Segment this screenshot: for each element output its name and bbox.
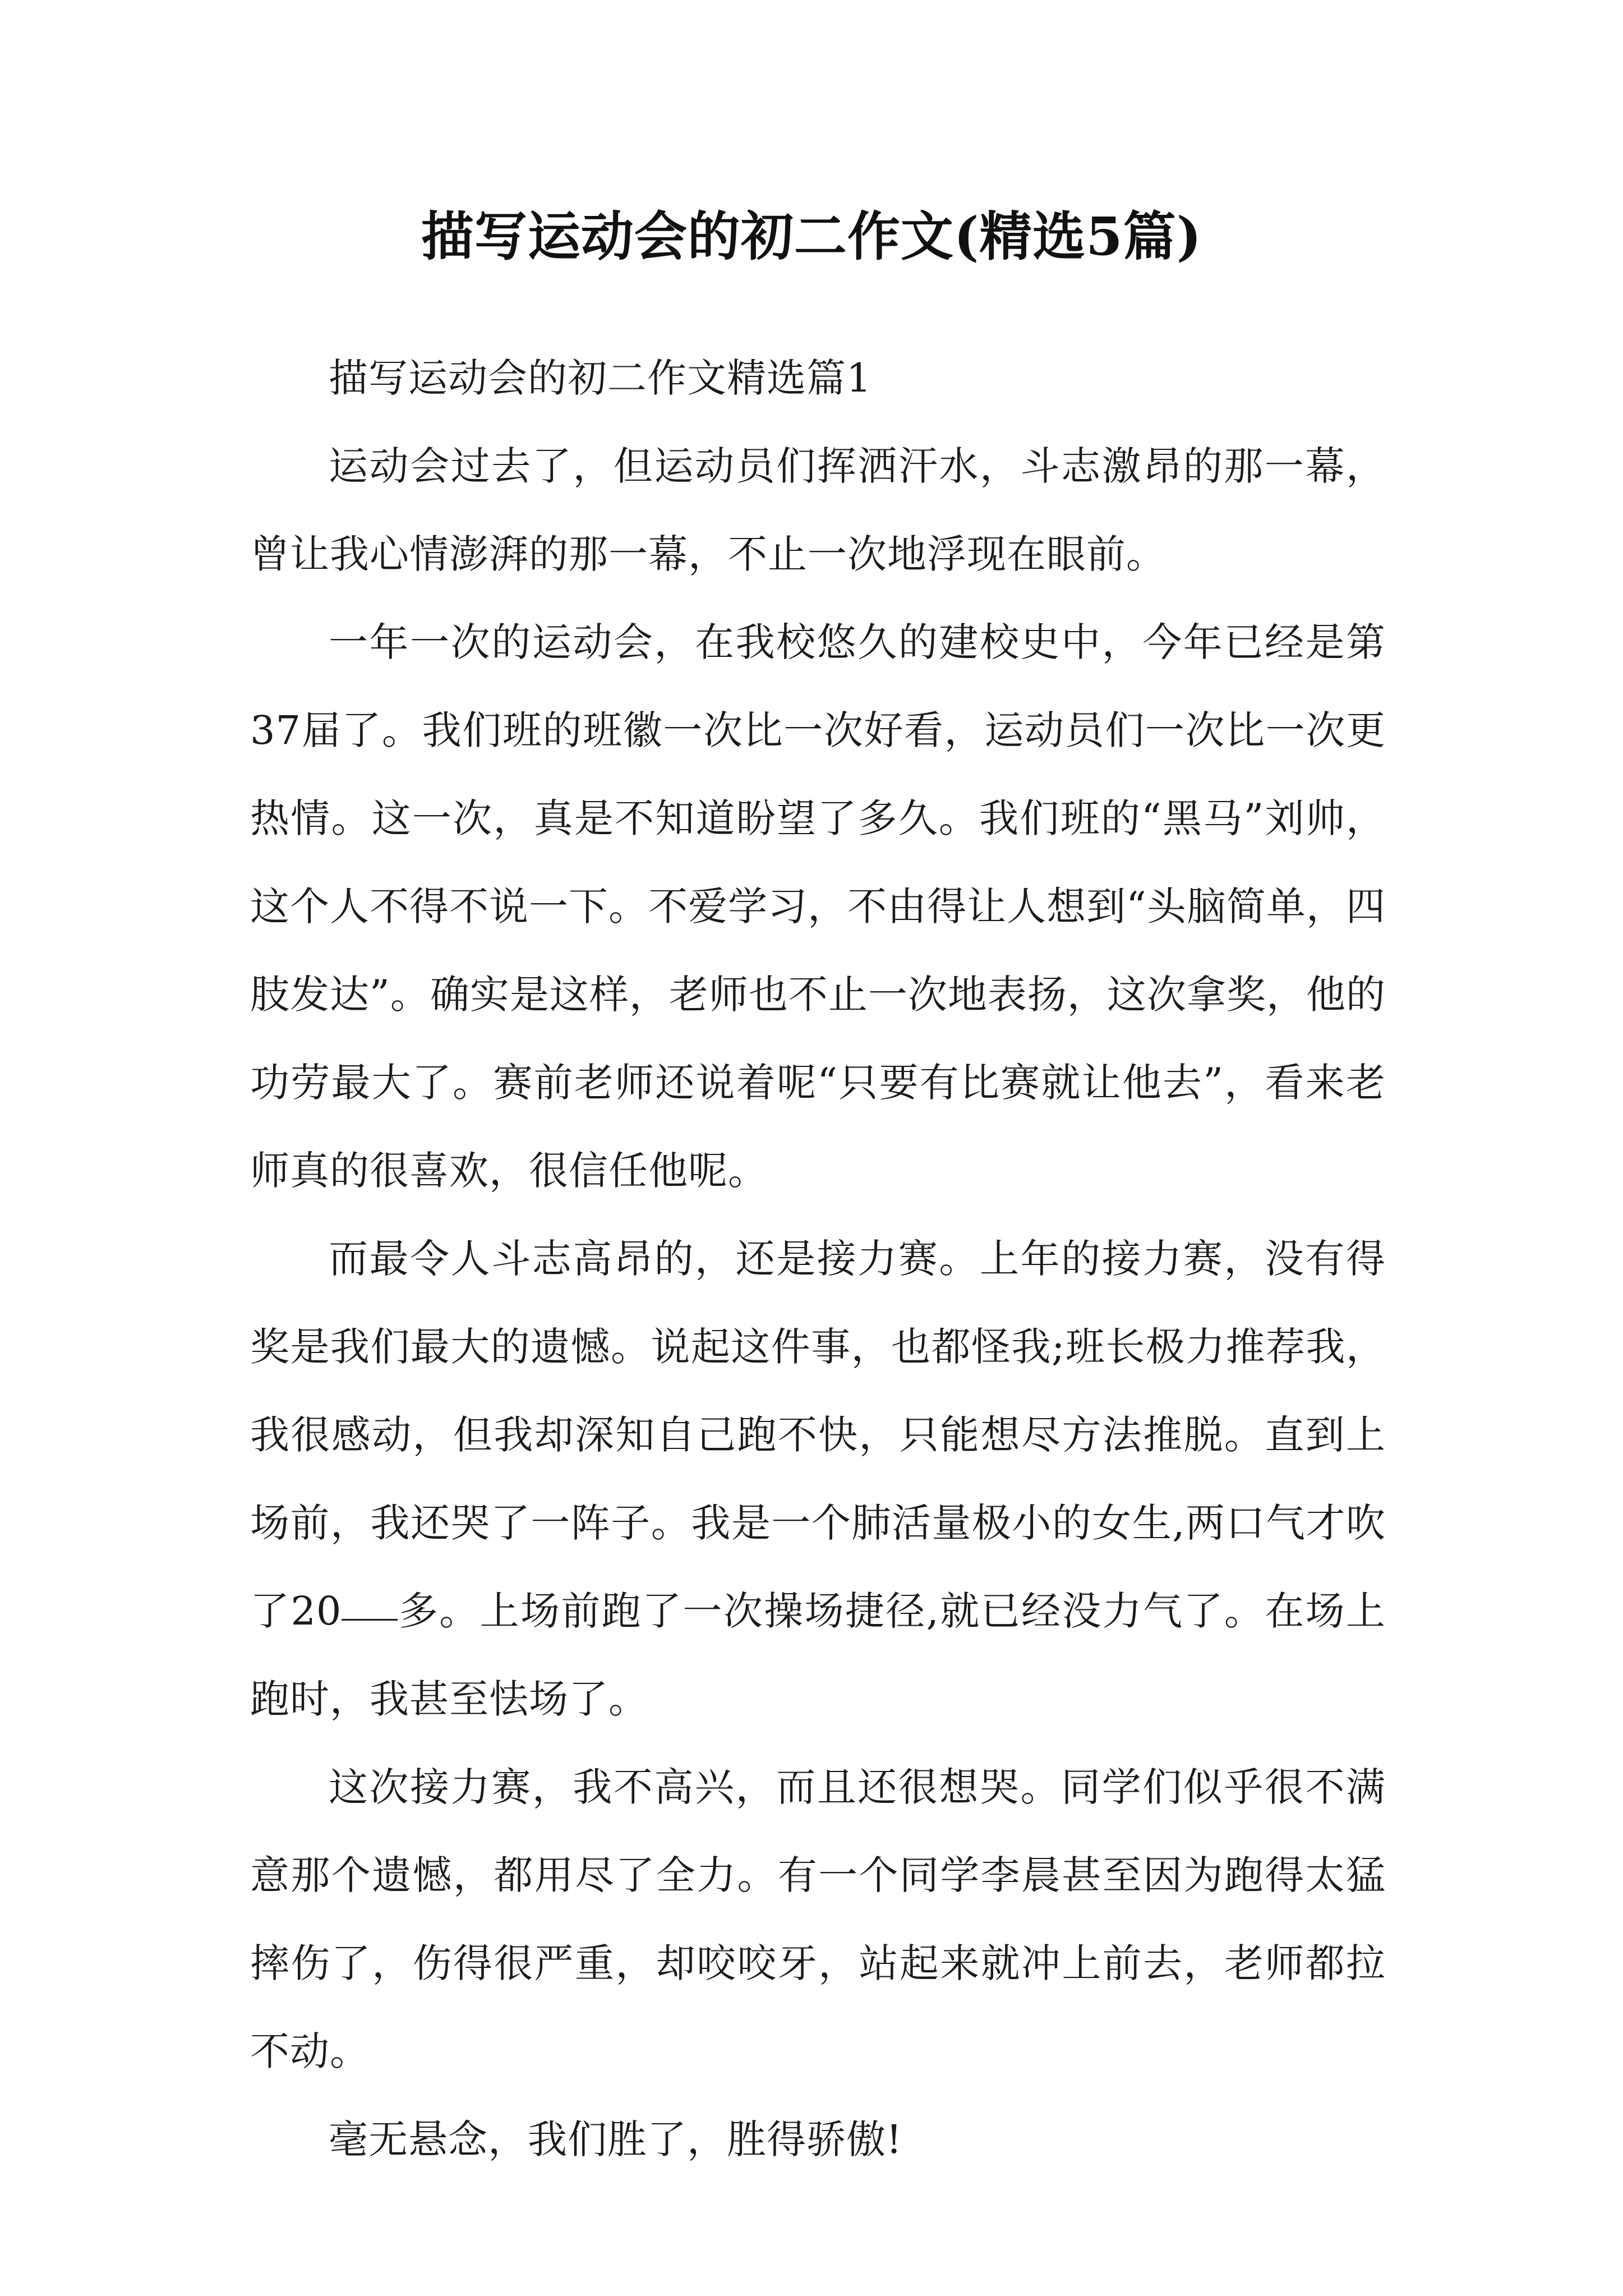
fill-in-blank: [342, 1618, 398, 1621]
paragraph-2: 一年一次的运动会，在我校悠久的建校史中，今年已经是第37届了。我们班的班徽一次比一次好看，运动员们一次比一次更热情。这一次，真是不知道盼望了多久。我们班的“黑马”刘帅，这个人不得不说一下。不爱学习，不由得让人想到“头脑简单，四肢发达”。确实是这样，老师也不止一次地表扬，这次拿奖，他的功劳最大了。赛前老师还说着呢“只要有比赛就让他去”，看来老师真的很喜欢，很信任他呢。: [250, 619, 1386, 1194]
paragraph-3-continuation: 多。上场前跑了一次操场捷径,就已经没力气了。在场上跑时，我甚至怯场了。: [250, 1588, 1386, 1722]
paragraph-1: 运动会过去了，但运动员们挥洒汗水，斗志激昂的那一幕，曾让我心情澎湃的那一幕，不止一次地浮现在眼前。: [250, 443, 1386, 577]
document-body: [250, 334, 1386, 2184]
document-title: 描写运动会的初二作文(精选5篇): [421, 206, 1202, 268]
paragraph-5: 毫无悬念，我们胜了，胜得骄傲!: [329, 2116, 903, 2162]
paragraph-4: 这次接力赛，我不高兴，而且还很想哭。同学们似乎很不满意那个遗憾，都用尽了全力。有一个同学李晨甚至因为跑得太猛摔伤了，伤得很严重，却咬咬牙，站起来就冲上前去，老师都拉不动。: [250, 1764, 1386, 2074]
paragraph-3-text: 而最令人斗志高昂的，还是接力赛。上年的接力赛，没有得奖是我们最大的遗憾。说起这件事，也都怪我;班长极力推荐我，我很感动，但我却深知自己跑不快，只能想尽方法推脱。直到上场前，我还哭了一阵子。我是一个肺活量极小的女生,两口气才吹了20: [250, 1236, 1386, 1634]
section-heading: 描写运动会的初二作文精选篇1: [329, 355, 872, 401]
paragraph-3: [250, 1215, 1386, 1743]
